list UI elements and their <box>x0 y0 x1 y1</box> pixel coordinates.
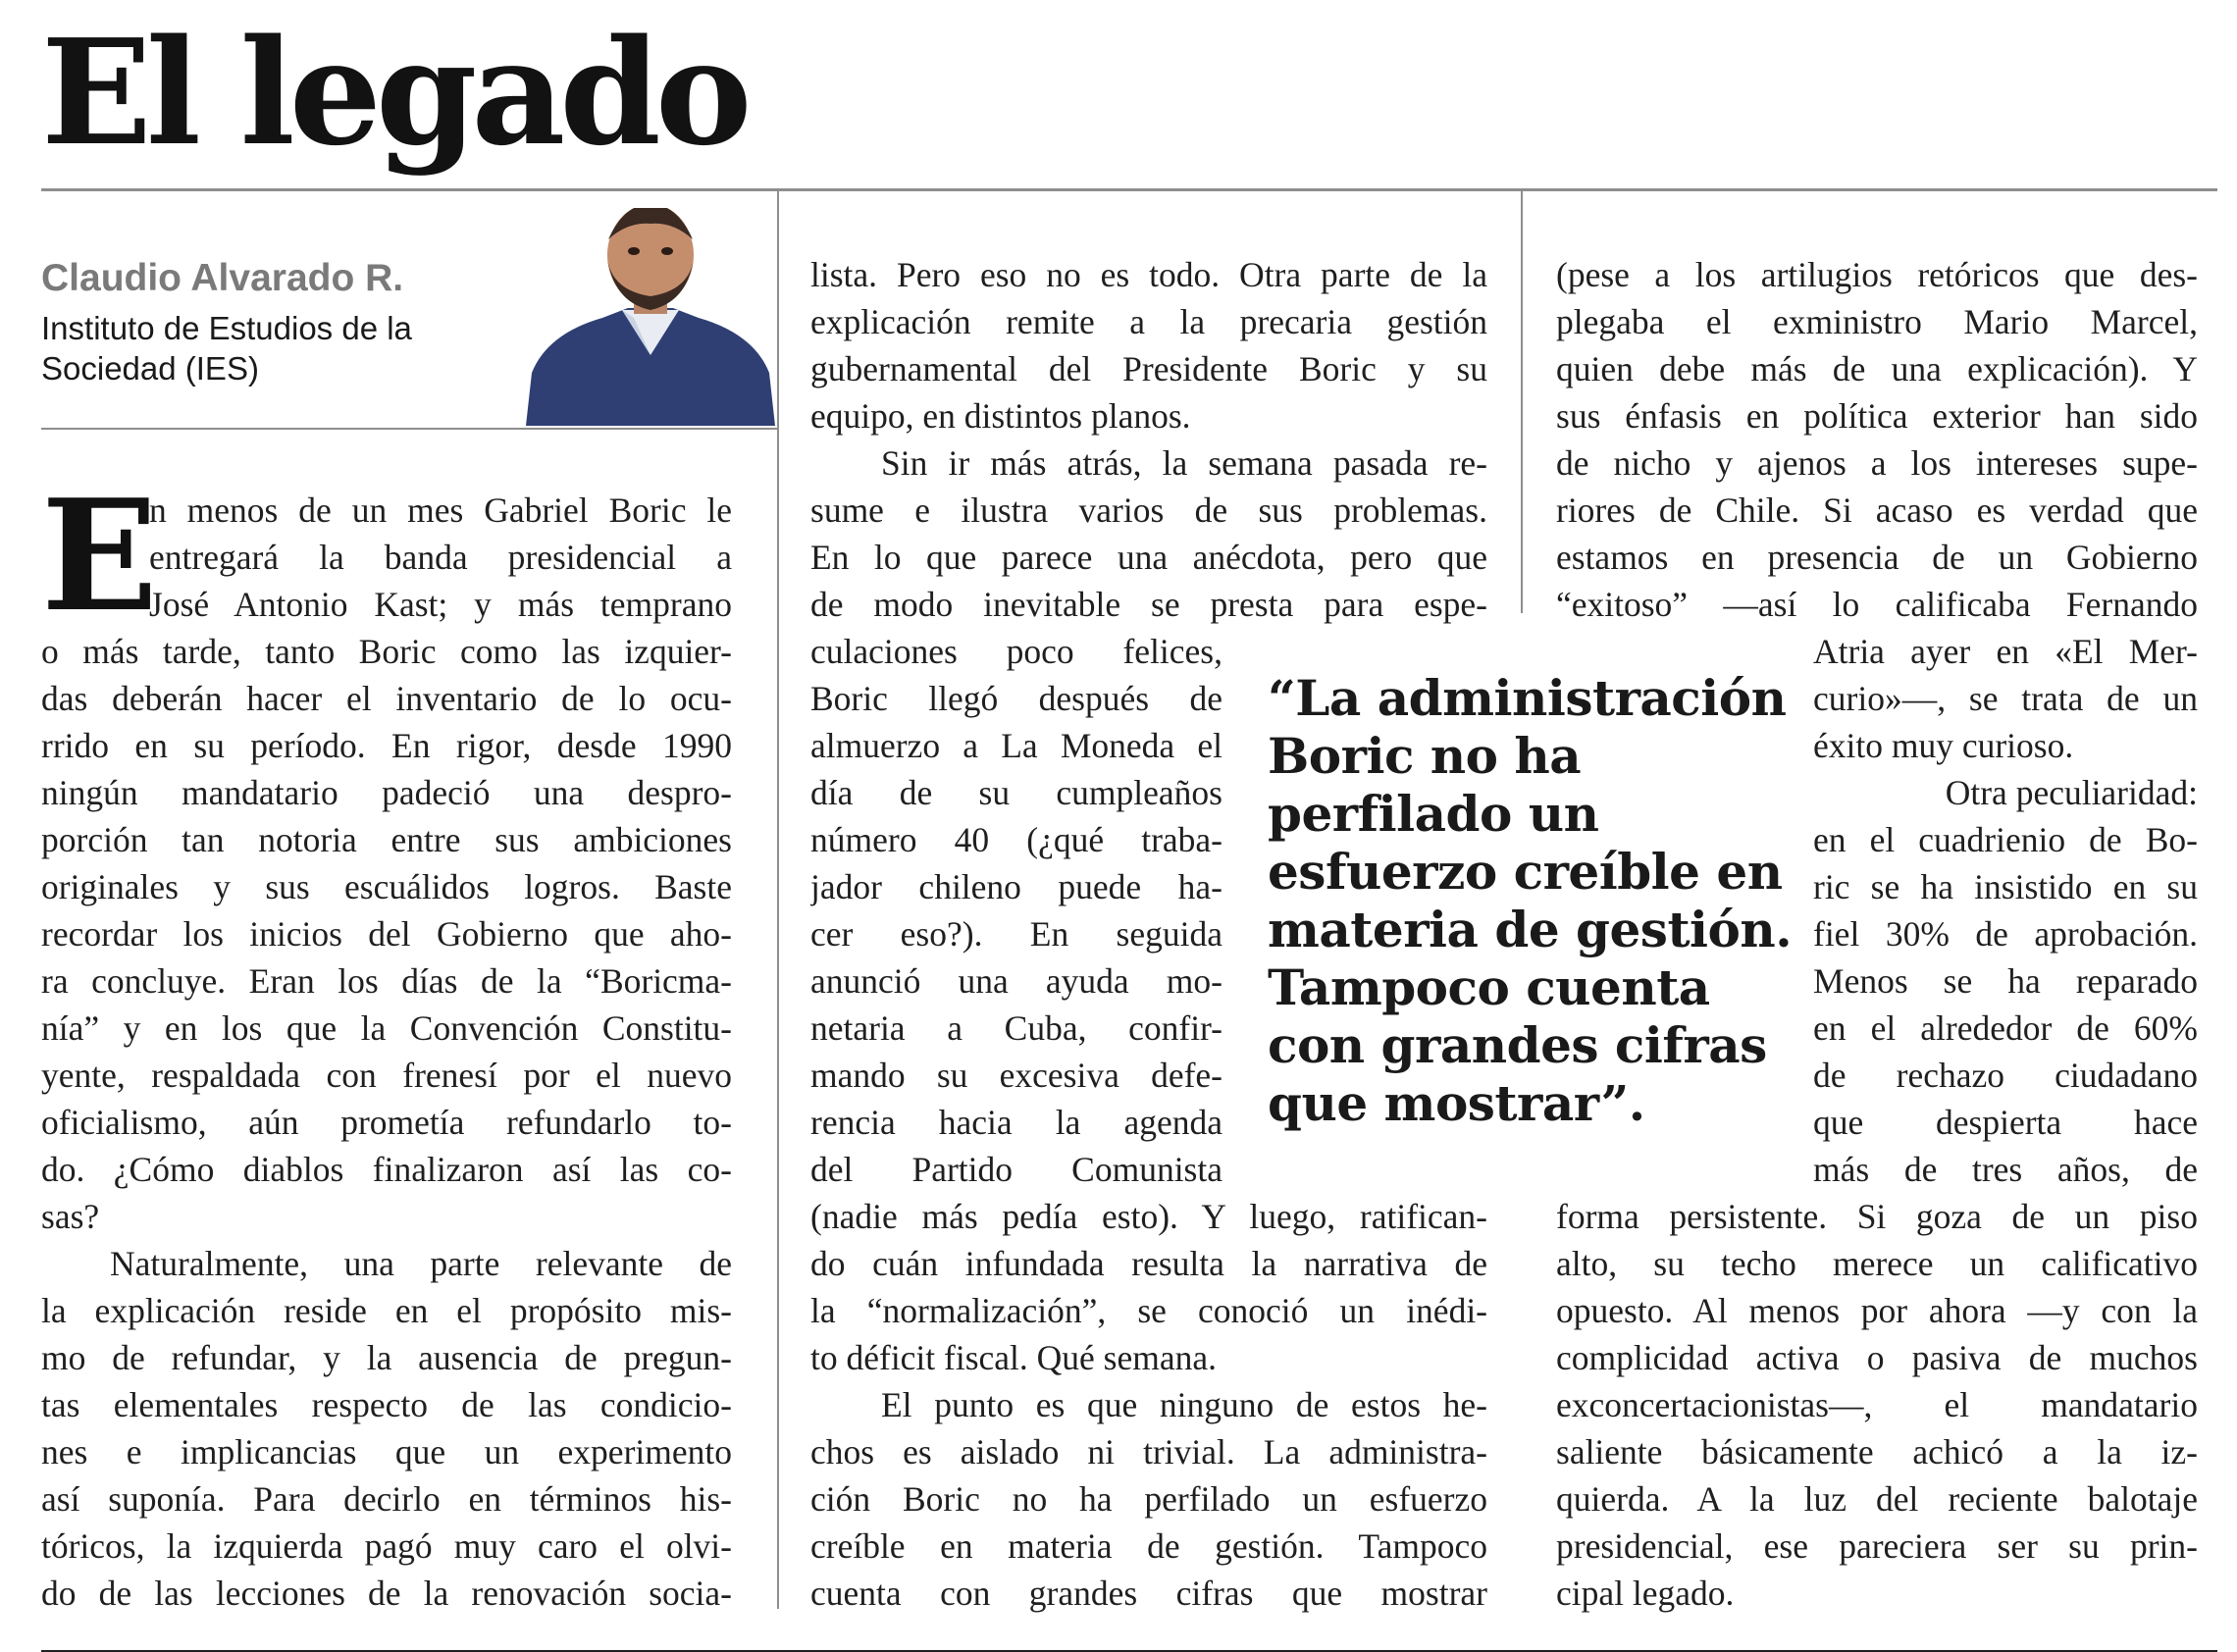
author-institution-line: Instituto de Estudios de la <box>41 310 412 346</box>
text-line: netaria a Cuba, confir- <box>810 1008 1223 1048</box>
text-line: Boric llegó después de <box>810 679 1223 718</box>
text-line: ningún mandatario padeció una despro- <box>41 773 732 812</box>
pull-quote <box>1268 669 1793 1132</box>
text-line: de modo inevitable se presta para espe- <box>810 585 1487 624</box>
pull-quote-line: materia de gestión. <box>1268 901 1793 958</box>
author-portrait-icon <box>526 208 775 426</box>
text-line: que despierta hace <box>1813 1103 2198 1142</box>
text-line: Atria ayer en «El Mer- <box>1813 632 2198 671</box>
text-line: Sin ir más atrás, la semana pasada re- <box>881 443 1487 483</box>
text-line: lista. Pero eso no es todo. Otra parte de la <box>810 255 1487 294</box>
text-line: José Antonio Kast; y más temprano <box>149 585 732 624</box>
text-line: originales y sus escuálidos logros. Baste <box>41 867 732 906</box>
text-line: quierda. A la luz del reciente balotaje <box>1556 1479 2198 1519</box>
text-line: oficialismo, aún prometía refundarlo to- <box>41 1103 732 1142</box>
pull-quote-line: perfilado un <box>1268 785 1599 843</box>
author-institution-line: Sociedad (IES) <box>41 350 259 387</box>
text-line: yente, respaldada con frenesí por el nuevo <box>41 1056 732 1095</box>
text-line: gubernamental del Presidente Boric y su <box>810 349 1487 388</box>
author-institution <box>41 308 493 388</box>
text-line: equipo, en distintos planos. <box>810 396 1191 436</box>
text-line: así suponía. Para decirlo en términos his- <box>41 1479 732 1519</box>
text-line: presidencial, ese pareciera ser su prin- <box>1556 1526 2198 1566</box>
text-line: número 40 (¿qué traba- <box>810 820 1223 859</box>
text-line: en el cuadrienio de Bo- <box>1813 820 2198 859</box>
pull-quote-line: “La administración <box>1268 669 1787 727</box>
text-line: rencia hacia la agenda <box>810 1103 1223 1142</box>
text-line: recordar los inicios del Gobierno que aho- <box>41 914 732 954</box>
text-line: explicación remite a la precaria gestión <box>810 302 1487 341</box>
author-name: Claudio Alvarado R. <box>41 257 404 299</box>
text-line: creíble en materia de gestión. Tampoco <box>810 1526 1487 1566</box>
text-line: anunció una ayuda mo- <box>810 961 1223 1001</box>
text-line: nía” y en los que la Convención Constitu- <box>41 1008 732 1048</box>
text-line: sus énfasis en política exterior han sido <box>1556 396 2198 436</box>
text-line: do de las lecciones de la renovación socia- <box>41 1574 732 1613</box>
text-line: éxito muy curioso. <box>1813 726 2074 765</box>
text-line: plegaba el exministro Mario Marcel, <box>1556 302 2198 341</box>
text-line: ric se ha insistido en su <box>1813 867 2198 906</box>
pull-quote-line: Tampoco cuenta <box>1268 958 1710 1016</box>
author-divider <box>41 428 777 430</box>
pull-quote-line: Boric no ha <box>1268 727 1582 785</box>
text-line: de rechazo ciudadano <box>1813 1056 2198 1095</box>
text-line: cer eso?). En seguida <box>810 914 1223 954</box>
text-line: do cuán infundada resulta la narrativa de <box>810 1244 1487 1283</box>
text-line: (pese a los artilugios retóricos que des- <box>1556 255 2198 294</box>
text-line: ra concluye. Eran los días de la “Boricma- <box>41 961 732 1001</box>
text-line: to déficit fiscal. Qué semana. <box>810 1338 1218 1377</box>
text-line: Otra peculiaridad: <box>1945 773 2198 812</box>
text-line: “exitoso” —así lo calificaba Fernando <box>1556 585 2198 624</box>
top-rule <box>41 188 2217 191</box>
column-divider-2 <box>1521 191 1523 613</box>
text-line: entregará la banda presidencial a <box>149 538 732 577</box>
text-line: día de su cumpleaños <box>810 773 1223 812</box>
text-line: sume e ilustra varios de sus problemas. <box>810 490 1487 530</box>
text-line: sas? <box>41 1197 100 1236</box>
text-line: o más tarde, tanto Boric como las izquier- <box>41 632 732 671</box>
text-line: (nadie más pedía esto). Y luego, ratifican- <box>810 1197 1487 1236</box>
text-line: fiel 30% de aprobación. <box>1813 914 2198 954</box>
text-line: quien debe más de una explicación). Y <box>1556 349 2198 388</box>
text-line: Naturalmente, una parte relevante de <box>110 1244 732 1283</box>
text-line: curio»—, se trata de un <box>1813 679 2198 718</box>
text-line: jador chileno puede ha- <box>810 867 1223 906</box>
pull-quote-line: con grandes cifras <box>1268 1016 1767 1074</box>
text-line: saliente básicamente achicó a la iz- <box>1556 1432 2198 1471</box>
text-line: la “normalización”, se conoció un inédi- <box>810 1291 1487 1330</box>
text-line: mo de refundar, y la ausencia de pregun- <box>41 1338 732 1377</box>
text-line: la explicación reside en el propósito mis- <box>41 1291 732 1330</box>
text-line: de nicho y ajenos a los intereses supe- <box>1556 443 2198 483</box>
text-line: En lo que parece una anécdota, pero que <box>810 538 1487 577</box>
text-line: do. ¿Cómo diablos finalizaron así las co- <box>41 1150 732 1189</box>
text-line: estamos en presencia de un Gobierno <box>1556 538 2198 577</box>
headline: El legado <box>41 7 747 178</box>
text-line: riores de Chile. Si acaso es verdad que <box>1556 490 2198 530</box>
text-line: exconcertacionistas—, el mandatario <box>1556 1385 2198 1424</box>
drop-cap: E <box>41 466 158 645</box>
text-line: das deberán hacer el inventario de lo ocu- <box>41 679 732 718</box>
text-line: en el alrededor de 60% <box>1813 1008 2198 1048</box>
text-line: nes e implicancias que un experimento <box>41 1432 732 1471</box>
text-line: tas elementales respecto de las condicio- <box>41 1385 732 1424</box>
pull-quote-line: esfuerzo creíble en <box>1268 843 1783 901</box>
text-line: cuenta con grandes cifras que mostrar <box>810 1574 1487 1613</box>
text-line: alto, su techo merece un calificativo <box>1556 1244 2198 1283</box>
text-line: forma persistente. Si goza de un piso <box>1556 1197 2198 1236</box>
text-line: ción Boric no ha perfilado un esfuerzo <box>810 1479 1487 1519</box>
text-line: Menos se ha reparado <box>1813 961 2198 1001</box>
author-photo <box>526 208 775 426</box>
text-line: más de tres años, de <box>1813 1150 2198 1189</box>
text-line: chos es aislado ni trivial. La administra- <box>810 1432 1487 1471</box>
text-line: complicidad activa o pasiva de muchos <box>1556 1338 2198 1377</box>
text-line: El punto es que ninguno de estos he- <box>881 1385 1487 1424</box>
text-line: rrido en su período. En rigor, desde 1990 <box>41 726 732 765</box>
text-line: mando su excesiva defe- <box>810 1056 1223 1095</box>
text-line: tóricos, la izquierda pagó muy caro el olvi- <box>41 1526 732 1566</box>
text-line: cipal legado. <box>1556 1574 1735 1613</box>
text-line: opuesto. Al menos por ahora —y con la <box>1556 1291 2198 1330</box>
text-line: n menos de un mes Gabriel Boric le <box>149 490 732 530</box>
text-line: almuerzo a La Moneda el <box>810 726 1223 765</box>
pull-quote-line: que mostrar”. <box>1268 1074 1645 1132</box>
text-line: porción tan notoria entre sus ambiciones <box>41 820 732 859</box>
text-line: culaciones poco felices, <box>810 632 1223 671</box>
text-line: del Partido Comunista <box>810 1150 1223 1189</box>
column-divider-1 <box>777 191 779 1609</box>
